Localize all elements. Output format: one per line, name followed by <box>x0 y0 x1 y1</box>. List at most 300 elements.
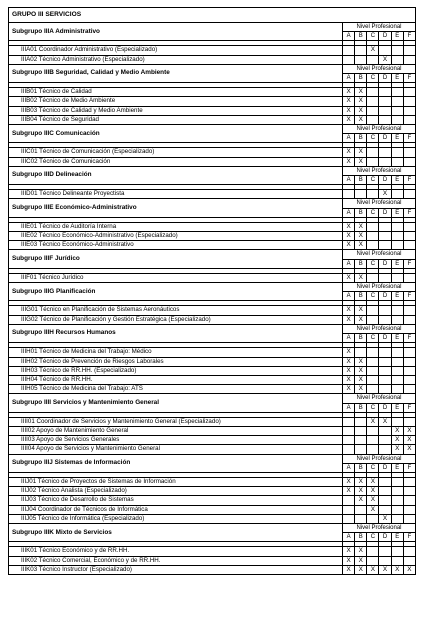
position-label: IIIB01 Técnico de Calidad <box>9 88 343 97</box>
position-label: IIID01 Técnico Delineante Proyectista <box>9 190 343 199</box>
level-mark <box>355 426 367 435</box>
subgroup-header-row <box>9 166 416 175</box>
level-letter: D <box>379 533 391 542</box>
position-label: IIII03 Apoyo de Servicios Generales <box>9 436 343 445</box>
level-mark: X <box>379 55 391 64</box>
level-letter: B <box>355 176 367 185</box>
subgroup-header-row <box>9 23 416 32</box>
level-mark <box>391 385 403 394</box>
level-mark <box>367 348 379 357</box>
level-mark: X <box>379 565 391 574</box>
level-mark <box>355 55 367 64</box>
level-mark <box>367 357 379 366</box>
level-mark <box>403 487 415 496</box>
table-row <box>9 556 416 565</box>
level-mark <box>379 273 391 282</box>
level-mark: X <box>343 241 355 250</box>
level-mark: X <box>379 190 391 199</box>
table-row <box>9 115 416 124</box>
level-letter: A <box>343 208 355 217</box>
level-mark <box>379 487 391 496</box>
table-row <box>9 565 416 574</box>
level-header: Nivel Profesional <box>343 166 416 175</box>
level-mark: X <box>379 417 391 426</box>
position-label: IIIJ05 Técnico de Informática (Especializado) <box>9 514 343 523</box>
level-mark <box>367 88 379 97</box>
level-mark <box>403 190 415 199</box>
level-mark: X <box>343 556 355 565</box>
level-mark: X <box>355 232 367 241</box>
subgroup-header-row <box>9 454 416 463</box>
level-mark: X <box>391 565 403 574</box>
subgroup-title: Subgrupo IIIG Planificación <box>9 283 343 301</box>
level-letter: C <box>367 259 379 268</box>
table-row <box>9 157 416 166</box>
level-letter: E <box>391 74 403 83</box>
level-mark <box>355 505 367 514</box>
level-mark: X <box>355 366 367 375</box>
level-mark: X <box>343 315 355 324</box>
level-mark <box>367 157 379 166</box>
level-mark: X <box>355 306 367 315</box>
level-mark <box>379 222 391 231</box>
level-letter: F <box>403 74 415 83</box>
level-mark: X <box>391 445 403 454</box>
level-mark <box>391 375 403 384</box>
table-row <box>9 366 416 375</box>
level-letter: E <box>391 259 403 268</box>
level-mark: X <box>343 375 355 384</box>
level-letter: D <box>379 259 391 268</box>
level-mark <box>343 426 355 435</box>
position-label: IIIJ02 Técnico Analista (Especializado) <box>9 487 343 496</box>
level-letter: D <box>379 403 391 412</box>
level-mark <box>355 417 367 426</box>
level-letter: A <box>343 463 355 472</box>
subgroup-title: Subgrupo IIIF Jurídico <box>9 250 343 268</box>
table-row <box>9 46 416 55</box>
subgroup-header-row <box>9 64 416 73</box>
subgroup-title: Subgrupo IIII Servicios y Mantenimiento General <box>9 394 343 412</box>
position-label: IIIJ03 Técnico de Desarrollo de Sistemas <box>9 496 343 505</box>
table-row <box>9 496 416 505</box>
level-mark <box>379 232 391 241</box>
level-mark: X <box>355 556 367 565</box>
level-mark <box>391 232 403 241</box>
level-mark <box>355 445 367 454</box>
position-label: IIIC02 Técnico de Comunicación <box>9 157 343 166</box>
subgroup-title: Subgrupo IIIJ Sistemas de Información <box>9 454 343 472</box>
level-letter: D <box>379 334 391 343</box>
level-mark <box>403 106 415 115</box>
level-mark <box>367 547 379 556</box>
level-mark <box>379 46 391 55</box>
position-label: IIIB04 Técnico de Seguridad <box>9 115 343 124</box>
table-row <box>9 348 416 357</box>
level-letter: E <box>391 32 403 41</box>
position-label: IIIE02 Técnico Económico-Administrativo (Especializado) <box>9 232 343 241</box>
level-letter: F <box>403 533 415 542</box>
level-mark <box>379 115 391 124</box>
level-mark <box>391 106 403 115</box>
level-mark <box>367 306 379 315</box>
table-body <box>9 8 416 575</box>
table-row <box>9 232 416 241</box>
level-header: Nivel Profesional <box>343 199 416 208</box>
level-mark <box>391 157 403 166</box>
level-mark <box>403 55 415 64</box>
level-mark <box>391 547 403 556</box>
level-mark: X <box>343 477 355 486</box>
level-mark: X <box>343 547 355 556</box>
level-letter: F <box>403 259 415 268</box>
level-mark: X <box>367 496 379 505</box>
level-mark <box>403 505 415 514</box>
position-label: IIIK03 Técnico Instructor (Especializado) <box>9 565 343 574</box>
subgroup-header-row <box>9 250 416 259</box>
level-mark: X <box>355 315 367 324</box>
level-letter: A <box>343 32 355 41</box>
level-mark <box>343 496 355 505</box>
level-letter: B <box>355 259 367 268</box>
level-mark <box>391 88 403 97</box>
level-letter: D <box>379 134 391 143</box>
level-mark: X <box>343 88 355 97</box>
level-letter: A <box>343 334 355 343</box>
level-mark: X <box>343 222 355 231</box>
level-mark <box>367 55 379 64</box>
table-row <box>9 505 416 514</box>
level-mark: X <box>355 157 367 166</box>
level-mark <box>367 148 379 157</box>
level-mark <box>391 357 403 366</box>
title-row <box>9 8 416 23</box>
table-row <box>9 385 416 394</box>
level-mark <box>403 148 415 157</box>
level-letter: F <box>403 32 415 41</box>
table-row <box>9 148 416 157</box>
table-row <box>9 436 416 445</box>
level-mark <box>379 106 391 115</box>
level-mark <box>403 477 415 486</box>
level-mark <box>367 445 379 454</box>
level-mark: X <box>355 115 367 124</box>
level-letter: C <box>367 74 379 83</box>
level-mark <box>379 436 391 445</box>
position-label: IIIE03 Técnico Económico-Administrativo <box>9 241 343 250</box>
level-letter: E <box>391 533 403 542</box>
level-mark <box>391 190 403 199</box>
level-letter: E <box>391 134 403 143</box>
level-mark <box>403 417 415 426</box>
level-mark: X <box>343 348 355 357</box>
level-mark <box>403 306 415 315</box>
level-mark <box>379 357 391 366</box>
level-mark: X <box>367 565 379 574</box>
level-letter: E <box>391 463 403 472</box>
level-letter: C <box>367 176 379 185</box>
level-mark <box>391 556 403 565</box>
level-mark: X <box>343 385 355 394</box>
level-mark: X <box>367 487 379 496</box>
position-label: IIIJ01 Técnico de Proyectos de Sistemas de Información <box>9 477 343 486</box>
level-mark: X <box>343 148 355 157</box>
level-mark: X <box>403 445 415 454</box>
level-mark <box>367 366 379 375</box>
level-letter: C <box>367 533 379 542</box>
level-letter: F <box>403 334 415 343</box>
level-mark <box>403 547 415 556</box>
table-row <box>9 55 416 64</box>
subgroup-title: Subgrupo IIID Delineación <box>9 166 343 184</box>
level-mark: X <box>343 106 355 115</box>
level-letter: F <box>403 403 415 412</box>
level-mark: X <box>355 273 367 282</box>
level-mark: X <box>343 565 355 574</box>
level-letter: D <box>379 176 391 185</box>
level-letter: C <box>367 32 379 41</box>
level-mark <box>367 514 379 523</box>
level-mark: X <box>355 241 367 250</box>
level-mark <box>379 348 391 357</box>
level-letter: C <box>367 208 379 217</box>
level-mark <box>403 496 415 505</box>
level-mark: X <box>391 426 403 435</box>
level-letter: F <box>403 176 415 185</box>
level-letter: B <box>355 74 367 83</box>
level-letter: B <box>355 334 367 343</box>
level-mark <box>403 315 415 324</box>
position-label: IIII01 Coordinador de Servicios y Mantenimiento General (Especializado) <box>9 417 343 426</box>
level-letter: D <box>379 292 391 301</box>
level-header: Nivel Profesional <box>343 324 416 333</box>
level-header: Nivel Profesional <box>343 394 416 403</box>
level-mark <box>367 385 379 394</box>
level-mark <box>391 477 403 486</box>
table-row <box>9 106 416 115</box>
level-letter: E <box>391 176 403 185</box>
level-mark: X <box>403 426 415 435</box>
level-letter: A <box>343 403 355 412</box>
table-row <box>9 426 416 435</box>
level-header: Nivel Profesional <box>343 523 416 532</box>
level-mark: X <box>403 436 415 445</box>
level-mark: X <box>343 232 355 241</box>
level-mark <box>367 190 379 199</box>
position-label: IIIE01 Técnico de Auditoría Interna <box>9 222 343 231</box>
level-mark: X <box>367 417 379 426</box>
level-mark <box>367 436 379 445</box>
level-mark <box>343 445 355 454</box>
table-row <box>9 417 416 426</box>
level-mark <box>403 366 415 375</box>
level-mark <box>403 241 415 250</box>
table-row <box>9 445 416 454</box>
position-label: IIIH03 Técnico de RR.HH. (Especializado) <box>9 366 343 375</box>
level-letter: A <box>343 533 355 542</box>
level-mark <box>403 157 415 166</box>
level-mark: X <box>343 366 355 375</box>
level-mark: X <box>355 375 367 384</box>
subgroup-title: Subgrupo IIIC Comunicación <box>9 125 343 143</box>
level-mark: X <box>355 222 367 231</box>
level-mark <box>367 232 379 241</box>
level-mark <box>403 514 415 523</box>
level-letter: E <box>391 292 403 301</box>
position-label: IIIH01 Técnico de Medicina del Trabajo: Médico <box>9 348 343 357</box>
level-mark <box>391 46 403 55</box>
level-mark: X <box>367 505 379 514</box>
level-letter: E <box>391 208 403 217</box>
level-mark <box>379 241 391 250</box>
level-mark <box>343 505 355 514</box>
level-mark <box>391 505 403 514</box>
level-mark: X <box>355 477 367 486</box>
position-label: IIIB02 Técnico de Medio Ambiente <box>9 97 343 106</box>
level-mark <box>391 241 403 250</box>
level-mark: X <box>391 436 403 445</box>
level-mark <box>391 487 403 496</box>
level-letter: B <box>355 292 367 301</box>
level-letter: C <box>367 463 379 472</box>
level-mark: X <box>355 88 367 97</box>
level-letter: D <box>379 32 391 41</box>
services-table <box>8 7 416 575</box>
level-letter: A <box>343 134 355 143</box>
level-mark <box>343 55 355 64</box>
level-letter: D <box>379 463 391 472</box>
level-letter: C <box>367 134 379 143</box>
level-mark <box>379 375 391 384</box>
level-letter: D <box>379 74 391 83</box>
table-row <box>9 487 416 496</box>
position-label: IIIJ04 Coordinador de Técnicos de Informática <box>9 505 343 514</box>
level-header: Nivel Profesional <box>343 250 416 259</box>
level-letter: A <box>343 259 355 268</box>
page-title: GRUPO III SERVICIOS <box>9 8 416 23</box>
position-label: IIIH04 Técnico de RR.HH. <box>9 375 343 384</box>
level-letter: A <box>343 176 355 185</box>
level-mark <box>367 241 379 250</box>
level-mark <box>403 556 415 565</box>
level-mark <box>391 348 403 357</box>
level-mark <box>367 222 379 231</box>
level-mark <box>343 514 355 523</box>
level-mark <box>343 417 355 426</box>
level-mark: X <box>367 477 379 486</box>
level-mark <box>403 222 415 231</box>
table-row <box>9 222 416 231</box>
level-mark <box>343 436 355 445</box>
subgroup-header-row <box>9 324 416 333</box>
level-letter: C <box>367 334 379 343</box>
services-sheet <box>8 7 415 575</box>
level-mark <box>379 477 391 486</box>
position-label: IIIK02 Técnico Comercial, Económico y de RR.HH. <box>9 556 343 565</box>
level-mark: X <box>355 385 367 394</box>
table-row <box>9 477 416 486</box>
level-mark: X <box>343 157 355 166</box>
level-mark <box>391 366 403 375</box>
level-mark: X <box>355 106 367 115</box>
table-row <box>9 273 416 282</box>
subgroup-header-row <box>9 125 416 134</box>
table-row <box>9 190 416 199</box>
position-label: IIIG01 Técnico en Planificación de Sistemas Aeronáuticos <box>9 306 343 315</box>
level-mark <box>367 375 379 384</box>
level-mark <box>379 88 391 97</box>
level-mark <box>355 514 367 523</box>
position-label: IIIA01 Coordinador Administrativo (Especializado) <box>9 46 343 55</box>
level-letter: B <box>355 463 367 472</box>
table-row <box>9 97 416 106</box>
level-mark <box>367 97 379 106</box>
table-row <box>9 375 416 384</box>
level-mark <box>391 97 403 106</box>
level-mark: X <box>355 148 367 157</box>
level-header: Nivel Profesional <box>343 283 416 292</box>
level-mark <box>403 357 415 366</box>
level-mark <box>355 436 367 445</box>
position-label: IIII02 Apoyo de Mantenimiento General <box>9 426 343 435</box>
level-mark <box>379 366 391 375</box>
table-row <box>9 88 416 97</box>
level-mark <box>379 97 391 106</box>
position-label: IIIK01 Técnico Económico y de RR.HH. <box>9 547 343 556</box>
level-mark: X <box>379 514 391 523</box>
level-mark <box>403 273 415 282</box>
level-header: Nivel Profesional <box>343 64 416 73</box>
level-mark: X <box>355 357 367 366</box>
level-mark <box>403 232 415 241</box>
level-letter: F <box>403 134 415 143</box>
level-letter: D <box>379 208 391 217</box>
level-mark: X <box>343 115 355 124</box>
subgroup-title: Subgrupo IIIK Mixto de Servicios <box>9 523 343 541</box>
level-mark <box>403 348 415 357</box>
level-mark <box>391 222 403 231</box>
level-mark <box>343 190 355 199</box>
level-mark <box>391 273 403 282</box>
subgroup-header-row <box>9 199 416 208</box>
level-mark <box>391 115 403 124</box>
level-mark: X <box>367 46 379 55</box>
level-mark <box>367 273 379 282</box>
level-mark <box>367 115 379 124</box>
level-mark <box>355 46 367 55</box>
level-mark <box>403 88 415 97</box>
position-label: IIII04 Apoyo de Servicios y Mantenimiento General <box>9 445 343 454</box>
subgroup-title: Subgrupo IIIE Económico-Administrativo <box>9 199 343 217</box>
level-letter: F <box>403 463 415 472</box>
position-label: IIIH02 Técnico de Prevención de Riesgos Laborales <box>9 357 343 366</box>
level-mark <box>391 315 403 324</box>
level-mark: X <box>355 496 367 505</box>
position-label: IIIF01 Técnico Jurídico <box>9 273 343 282</box>
level-mark <box>379 148 391 157</box>
table-row <box>9 241 416 250</box>
level-mark: X <box>343 273 355 282</box>
level-letter: B <box>355 533 367 542</box>
level-mark: X <box>355 487 367 496</box>
level-mark <box>355 190 367 199</box>
level-mark <box>379 306 391 315</box>
level-mark <box>403 46 415 55</box>
subgroup-title: Subgrupo IIIH Recursos Humanos <box>9 324 343 342</box>
table-row <box>9 315 416 324</box>
subgroup-header-row <box>9 283 416 292</box>
position-label: IIIH05 Técnico de Medicina del Trabajo: ATS <box>9 385 343 394</box>
